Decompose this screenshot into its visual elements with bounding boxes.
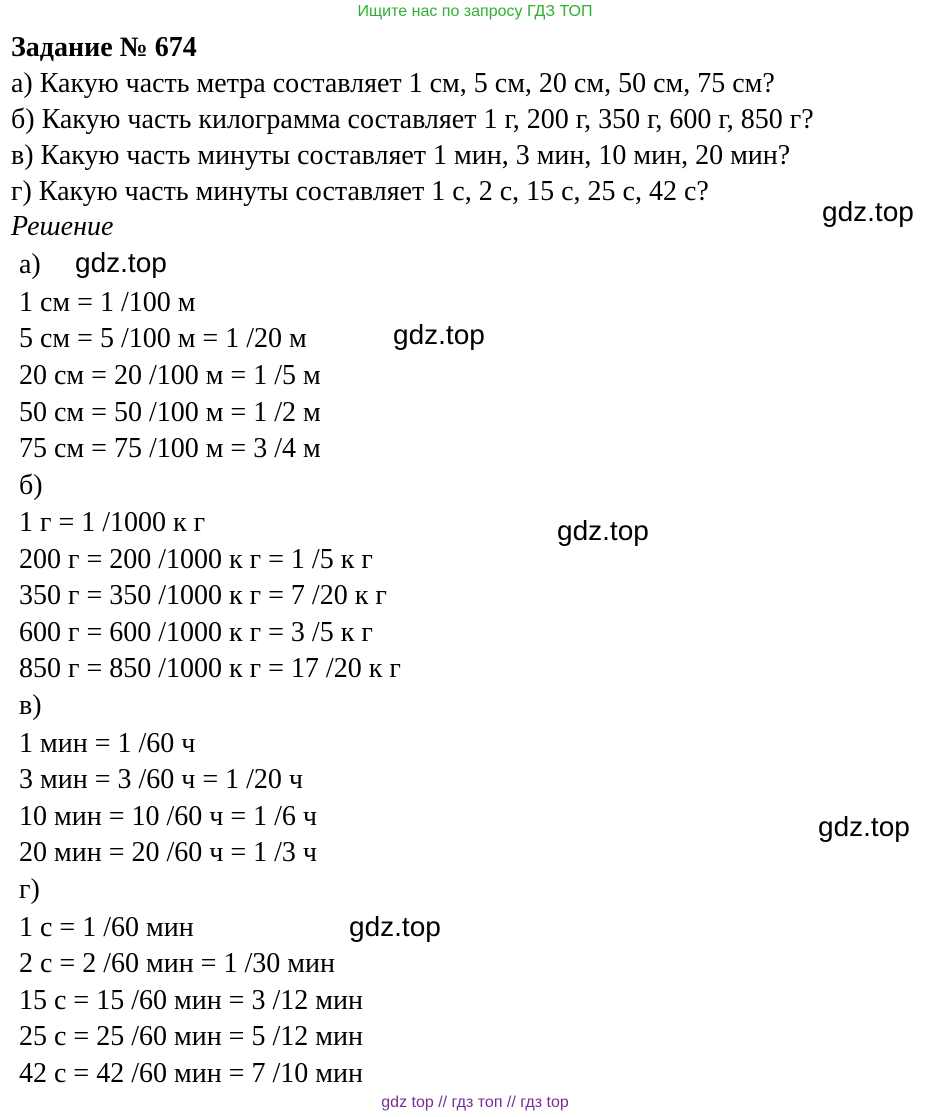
task-a: а) Какую часть метра составляет 1 см, 5 см, 20 см, 50 см, 75 см? — [11, 68, 775, 99]
solution-line: 850 г = 850 /1000 к г = 17 /20 к г — [19, 653, 401, 684]
task-g: г) Какую часть минуты составляет 1 с, 2 с, 15 с, 25 с, 42 с? — [11, 176, 709, 207]
solution-line: 1 г = 1 /1000 к г — [19, 507, 206, 538]
solution-line: 350 г = 350 /1000 к г = 7 /20 к г — [19, 580, 387, 611]
solution-line: 5 см = 5 /100 м = 1 /20 м — [19, 323, 307, 354]
solution-line: 10 мин = 10 /60 ч = 1 /6 ч — [19, 801, 317, 832]
watermark: gdz.top — [818, 811, 910, 842]
solution-line: 42 с = 42 /60 мин = 7 /10 мин — [19, 1058, 363, 1089]
watermark: gdz.top — [75, 247, 167, 278]
solution-line: 1 см = 1 /100 м — [19, 287, 196, 318]
solution-line: 1 мин = 1 /60 ч — [19, 728, 196, 759]
section-label-g: г) — [19, 874, 40, 905]
watermark: gdz.top — [557, 515, 649, 546]
solution-line: 600 г = 600 /1000 к г = 3 /5 к г — [19, 617, 373, 648]
section-label-b: б) — [19, 470, 43, 501]
solution-line: 20 см = 20 /100 м = 1 /5 м — [19, 360, 321, 391]
solution-label: Решение — [11, 211, 114, 242]
page-title: Задание № 674 — [11, 32, 197, 63]
section-label-v: в) — [19, 690, 42, 721]
solution-line: 1 с = 1 /60 мин — [19, 912, 194, 943]
solution-line: 75 см = 75 /100 м = 3 /4 м — [19, 433, 321, 464]
watermark: gdz.top — [349, 911, 441, 942]
bottom-links[interactable]: gdz top // гдз топ // гдз top — [381, 1094, 569, 1111]
solution-line: 2 с = 2 /60 мин = 1 /30 мин — [19, 948, 335, 979]
task-v: в) Какую часть минуты составляет 1 мин, 3 мин, 10 мин, 20 мин? — [11, 140, 791, 171]
solution-line: 3 мин = 3 /60 ч = 1 /20 ч — [19, 764, 303, 795]
top-banner[interactable]: Ищите нас по запросу ГДЗ ТОП — [357, 3, 593, 20]
solution-line: 50 см = 50 /100 м = 1 /2 м — [19, 397, 321, 428]
solution-line: 25 с = 25 /60 мин = 5 /12 мин — [19, 1021, 363, 1052]
solution-line: 20 мин = 20 /60 ч = 1 /3 ч — [19, 837, 317, 868]
solution-line: 200 г = 200 /1000 к г = 1 /5 к г — [19, 544, 373, 575]
watermark: gdz.top — [393, 319, 485, 350]
task-b: б) Какую часть килограмма составляет 1 г, 200 г, 350 г, 600 г, 850 г? — [11, 104, 814, 135]
watermark: gdz.top — [822, 196, 914, 227]
section-label-a: а) — [19, 249, 41, 280]
solution-line: 15 с = 15 /60 мин = 3 /12 мин — [19, 985, 363, 1016]
